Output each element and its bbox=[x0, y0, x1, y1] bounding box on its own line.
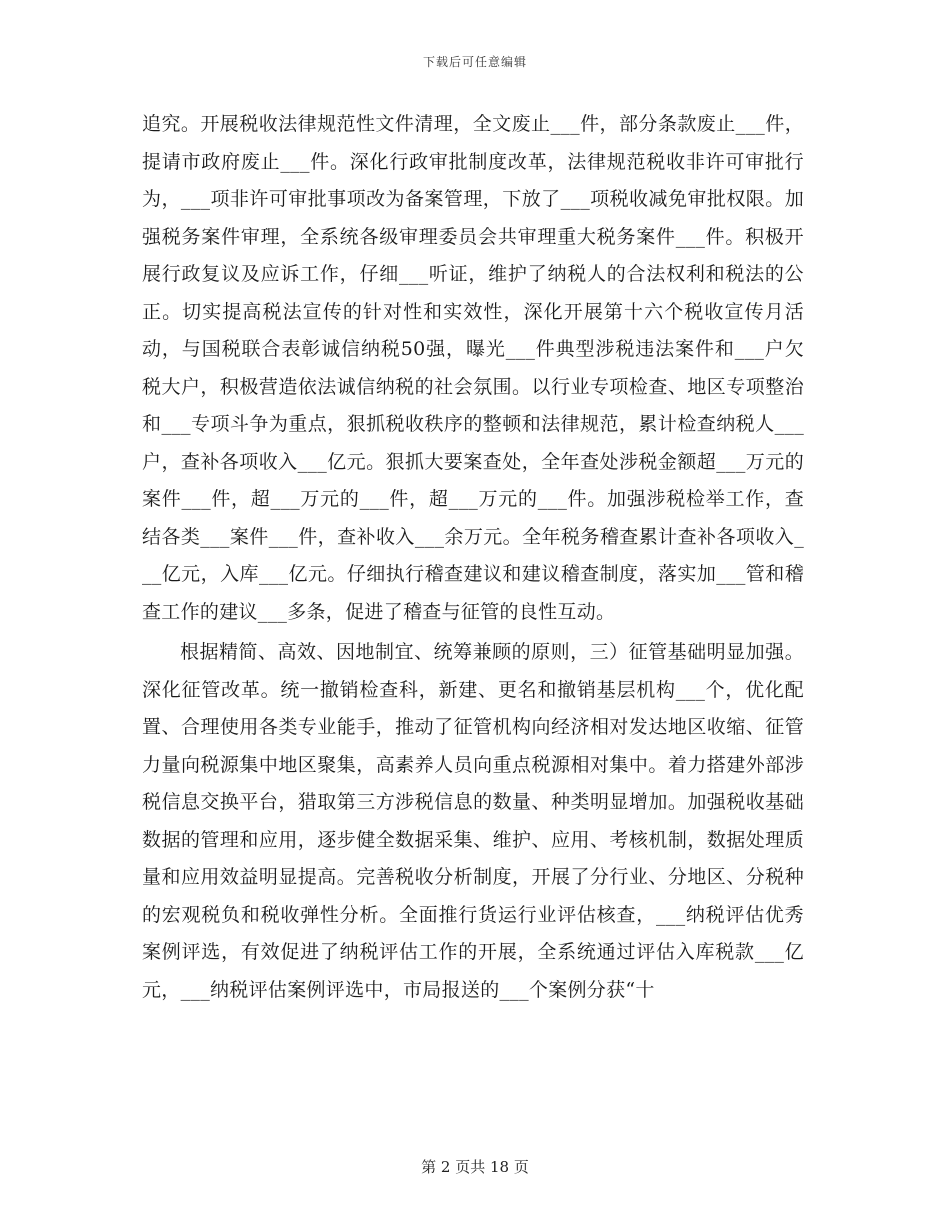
page-number: 第 2 页共 18 页 bbox=[421, 1158, 529, 1176]
document-body bbox=[142, 106, 804, 1009]
body-paragraph: 追究。开展税收法律规范性文件清理，全文废止___件，部分条款废止___件，提请市政府废止___件。深化行政审批制度改革，法律规范税收非许可审批行为，___项非许可审批事项改为备案管理，下放了___项税收减免审批权限。加强税务案件审理，全系统各级审理委员会共审理重大税务案件___件。积极开展行政复议及应诉工作，仔细___听证，维护了纳税人的合法权利和税法的公正。切实提高税法宣传的针对性和实效性，深化开展第十六个税收宣传月活动，与国税联合表彰诚信纳税50强，曝光___件典型涉税违法案件和___户欠税大户，积极营造依法诚信纳税的社会氛围。以行业专项检查、地区专项整治和___专项斗争为重点，狠抓税收秩序的整顿和法律规范，累计检查纳税人___户，查补各项收入___亿元。狠抓大要案查处，全年查处涉税金额超___万元的案件___件，超___万元的___件，超___万元的___件。加强涉税检举工作，查结各类___案件___件，查补收入___余万元。全年税务稽查累计查补各项收入___亿元，入库___亿元。仔细执行稽查建议和建议稽查制度，落实加___管和稽查工作的建议___多条，促进了稽查与征管的良性互动。 bbox=[142, 113, 804, 623]
page-header: 下载后可任意编辑 bbox=[422, 55, 527, 69]
body-paragraph: 根据精简、高效、因地制宜、统筹兼顾的原则，三）征管基础明显加强。深化征管改革。统一撤销检查科，新建、更名和撤销基层机构___个，优化配置、合理使用各类专业能手，推动了征管机构向经济相对发达地区收缩、征管力量向税源集中地区聚集，高素养人员向重点税源相对集中。着力搭建外部涉税信息交换平台，猎取第三方涉税信息的数量、种类明显增加。加强税收基础数据的管理和应用，逐步健全数据采集、维护、应用、考核机制，数据处理质量和应用效益明显提高。完善税收分析制度，开展了分行业、分地区、分税种的宏观税负和税收弹性分析。全面推行货运行业评估核查，___纳税评估优秀案例评选，有效促进了纳税评估工作的开展，全系统通过评估入库税款___亿元，___纳税评估案例评选中，市局报送的___个案例分获“十 bbox=[142, 641, 804, 1001]
